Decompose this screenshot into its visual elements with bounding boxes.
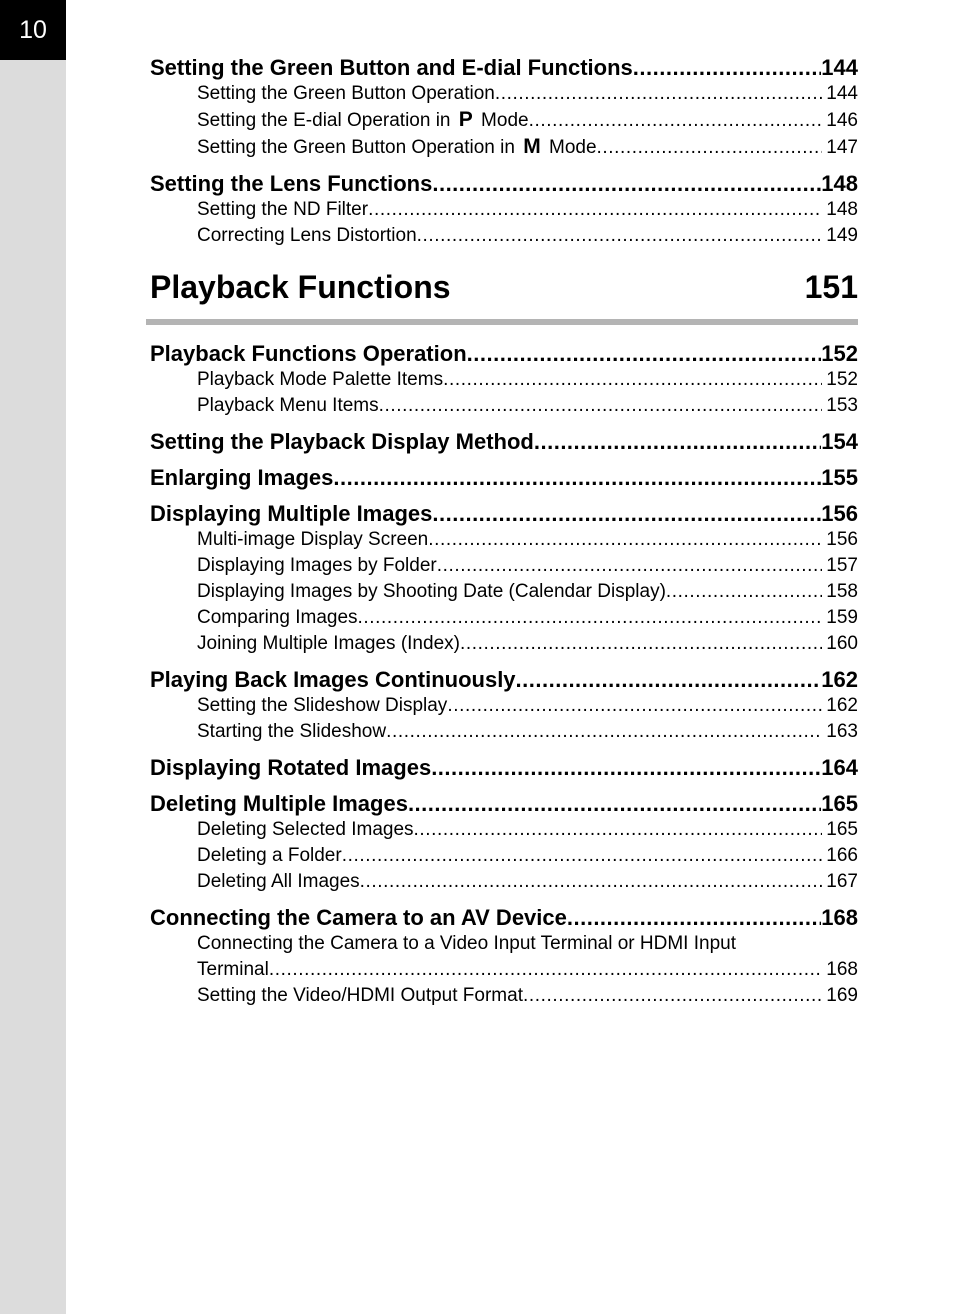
toc-subentry-text: Playback Mode Palette Items — [197, 369, 444, 390]
toc-subentry[interactable] — [150, 367, 858, 393]
toc-leader — [333, 465, 821, 491]
toc-subentry[interactable] — [150, 843, 858, 869]
toc-subentry-page: 158 — [826, 581, 858, 602]
toc-subentry-text: Setting the ND Filter — [197, 199, 369, 220]
toc-section-title: Playing Back Images Continuously — [150, 667, 516, 692]
toc-leader — [495, 81, 822, 107]
toc-subentry-page: 160 — [826, 633, 858, 654]
toc-subentry[interactable] — [150, 553, 858, 579]
toc-leader — [358, 605, 823, 631]
toc-section-page: 165 — [821, 791, 858, 816]
toc-subentry[interactable] — [150, 197, 858, 223]
page-number: 10 — [0, 0, 66, 60]
toc-subentry[interactable] — [150, 223, 858, 249]
toc-section-entry[interactable] — [150, 341, 858, 367]
chapter-rule — [146, 319, 858, 325]
toc-section-page: 168 — [821, 905, 858, 930]
toc-leader — [342, 843, 823, 869]
toc-subentry-title — [197, 983, 523, 1009]
toc-subentry[interactable] — [150, 983, 858, 1009]
toc-subentry[interactable] — [150, 817, 858, 843]
toc-section-page: 155 — [821, 465, 858, 490]
toc-leader — [379, 393, 823, 419]
toc-subentry-title-cont: Terminal — [197, 959, 269, 980]
toc-leader — [368, 197, 822, 223]
toc-subentry-page: 169 — [826, 985, 858, 1006]
toc-section-entry[interactable] — [150, 667, 858, 693]
toc-section-entry[interactable] — [150, 429, 858, 455]
toc-main-block — [150, 341, 858, 1009]
toc-subentry-text-post: Mode — [543, 137, 597, 158]
toc-leader — [467, 341, 822, 367]
toc-subentry-text: Setting the E-dial Operation in — [197, 110, 456, 131]
toc-leader — [529, 108, 823, 134]
toc-section-entry[interactable] — [150, 171, 858, 197]
toc-subentry-text: Playback Menu Items — [197, 395, 379, 416]
toc-section-page: 152 — [821, 341, 858, 366]
toc-section-page: 164 — [821, 755, 858, 780]
toc-section-title: Connecting the Camera to an AV Device — [150, 905, 567, 930]
toc-section-entry[interactable] — [150, 791, 858, 817]
toc-subentry-line1[interactable] — [150, 931, 858, 957]
chapter-page: 151 — [804, 269, 858, 305]
toc-subentry-page: 166 — [826, 845, 858, 866]
toc-subentry-page: 163 — [826, 721, 858, 742]
toc-section-title: Displaying Multiple Images — [150, 501, 433, 526]
toc-subentry-title — [197, 693, 447, 719]
toc-leader — [360, 869, 823, 895]
toc-subentry[interactable] — [150, 527, 858, 553]
mode-letter: P — [458, 108, 473, 131]
toc-leader — [417, 223, 823, 249]
page-margin-sidebar — [0, 0, 66, 1314]
toc-subentry[interactable] — [150, 693, 858, 719]
toc-section-entry[interactable] — [150, 905, 858, 931]
toc-subentry[interactable] — [150, 869, 858, 895]
toc-subentry[interactable] — [150, 81, 858, 107]
toc-subentry-text: Displaying Images by Shooting Date (Calendar Display) — [197, 581, 666, 602]
toc-leader — [432, 171, 821, 197]
toc-subentry-text: Correcting Lens Distortion — [197, 225, 417, 246]
toc-subentry-page: 153 — [826, 395, 858, 416]
mode-letter: M — [523, 135, 541, 158]
toc-subentry[interactable] — [150, 631, 858, 657]
toc-leader — [428, 527, 822, 553]
toc-section-title: Enlarging Images — [150, 465, 334, 490]
toc-leader — [432, 501, 821, 527]
toc-leader — [523, 983, 822, 1009]
toc-leader — [534, 429, 821, 455]
toc-subentry-page: 146 — [826, 110, 858, 131]
toc-leader — [408, 791, 821, 817]
toc-leader — [269, 957, 822, 983]
toc-subentry[interactable] — [150, 957, 858, 983]
toc-subentry-title — [197, 843, 342, 869]
toc-subentry-title — [197, 367, 443, 393]
toc-section-page: 148 — [821, 171, 858, 196]
toc-section-page: 156 — [821, 501, 858, 526]
toc-subentry[interactable] — [150, 719, 858, 745]
toc-section-entry[interactable] — [150, 755, 858, 781]
toc-subentry-page: 159 — [826, 607, 858, 628]
toc-subentry-title — [197, 527, 428, 553]
toc-subentry-text: Starting the Slideshow — [197, 721, 387, 742]
toc-subentry-text: Multi-image Display Screen — [197, 529, 429, 550]
toc-subentry-title — [197, 719, 386, 745]
toc-section-title: Setting the Lens Functions — [150, 171, 433, 196]
toc-leader — [567, 905, 821, 931]
toc-subentry-title: Connecting the Camera to a Video Input Terminal or HDMI Input — [197, 933, 736, 954]
toc-subentry-text: Setting the Slideshow Display — [197, 695, 448, 716]
toc-subentry-page: 162 — [826, 695, 858, 716]
toc-subentry[interactable] — [150, 605, 858, 631]
toc-subentry-text: Setting the Green Button Operation — [197, 83, 495, 104]
toc-subentry-page: 156 — [826, 529, 858, 550]
toc-section-title: Setting the Playback Display Method — [150, 429, 534, 454]
toc-leader — [516, 667, 822, 693]
toc-section-title: Playback Functions Operation — [150, 341, 467, 366]
toc-subentry-text: Deleting All Images — [197, 871, 360, 892]
toc-subentry-title — [197, 579, 666, 605]
toc-subentry-text: Deleting a Folder — [197, 845, 342, 866]
toc-subentry-title — [197, 869, 360, 895]
toc-leader — [386, 719, 822, 745]
toc-subentry-page: 149 — [826, 225, 858, 246]
toc-leader — [437, 553, 823, 579]
toc-subentry-title — [197, 223, 417, 249]
toc-subentry-title — [197, 817, 414, 843]
toc-subentry-title — [197, 197, 368, 223]
toc-section-title: Displaying Rotated Images — [150, 755, 432, 780]
toc-subentry-text: Deleting Selected Images — [197, 819, 414, 840]
toc-subentry-page: 144 — [826, 83, 858, 104]
toc-leader — [431, 755, 821, 781]
toc-subentry[interactable] — [150, 107, 858, 134]
toc-subentry-title — [197, 393, 379, 419]
toc-section-page: 162 — [821, 667, 858, 692]
toc-subentry-page: 168 — [826, 959, 858, 980]
toc-subentry-page: 157 — [826, 555, 858, 576]
toc-content — [150, 55, 858, 1009]
toc-subentry-text: Setting the Video/HDMI Output Format — [197, 985, 523, 1006]
toc-subentry-page: 167 — [826, 871, 858, 892]
toc-leader — [414, 817, 823, 843]
toc-subentry-text: Comparing Images — [197, 607, 358, 628]
toc-leader — [443, 367, 822, 393]
toc-subentry[interactable] — [150, 134, 858, 161]
toc-subentry[interactable] — [150, 393, 858, 419]
chapter-heading — [150, 267, 858, 307]
toc-subentry-text: Setting the Green Button Operation in — [197, 137, 521, 158]
toc-subentry-text-post: Mode — [475, 110, 529, 131]
toc-top-block — [150, 55, 858, 249]
toc-subentry-title — [197, 81, 495, 107]
toc-subentry-title — [197, 631, 460, 657]
toc-leader — [597, 135, 823, 161]
toc-subentry-text: Displaying Images by Folder — [197, 555, 437, 576]
toc-section-page: 154 — [821, 429, 858, 454]
toc-leader — [666, 579, 822, 605]
toc-section-title: Deleting Multiple Images — [150, 791, 408, 816]
toc-subentry-text: Joining Multiple Images (Index) — [197, 633, 460, 654]
toc-section-title: Setting the Green Button and E-dial Functions — [150, 55, 633, 80]
toc-subentry-title — [197, 134, 597, 161]
toc-section-page: 144 — [821, 55, 858, 80]
toc-section-entry[interactable] — [150, 55, 858, 81]
chapter-title: Playback Functions — [150, 269, 451, 305]
toc-subentry-title — [197, 553, 437, 579]
toc-leader — [460, 631, 822, 657]
toc-section-entry[interactable] — [150, 465, 858, 491]
toc-subentry[interactable] — [150, 579, 858, 605]
toc-subentry-page: 152 — [826, 369, 858, 390]
toc-section-entry[interactable] — [150, 501, 858, 527]
toc-subentry-page: 147 — [826, 137, 858, 158]
toc-leader — [633, 55, 822, 81]
toc-subentry-title — [197, 107, 529, 134]
toc-subentry-page: 148 — [826, 199, 858, 220]
toc-leader — [447, 693, 822, 719]
toc-subentry-title — [197, 605, 358, 631]
toc-subentry-page: 165 — [826, 819, 858, 840]
